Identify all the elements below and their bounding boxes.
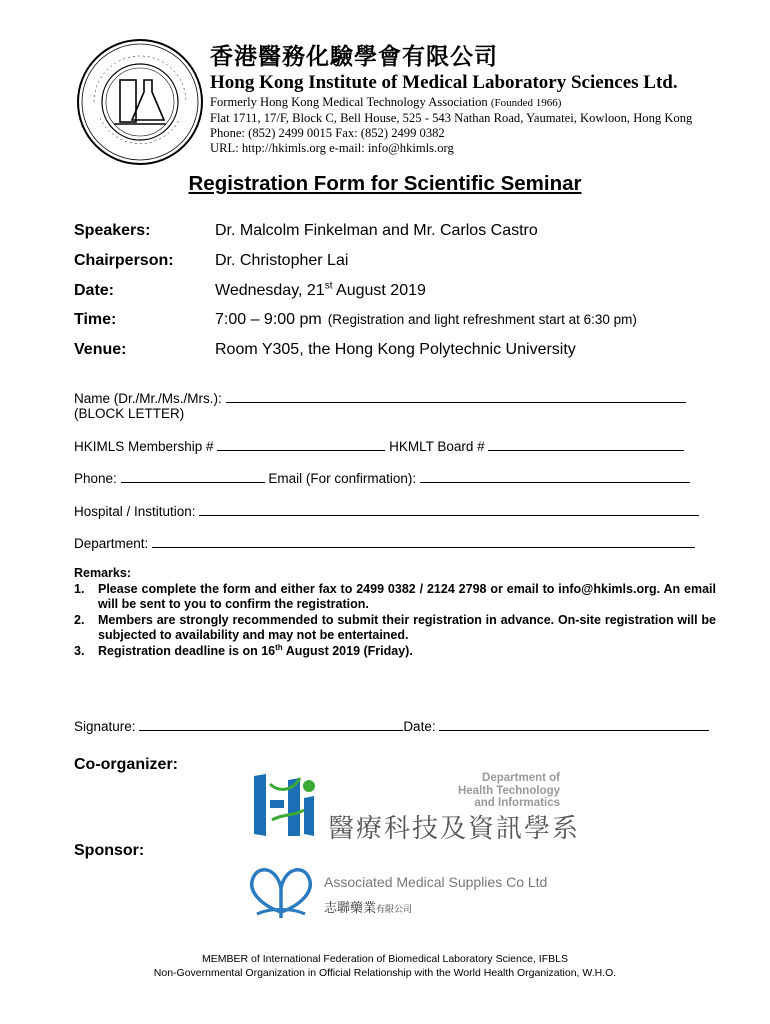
dhti-line1: Department of — [482, 772, 560, 784]
remark-item — [74, 613, 716, 644]
remark-text — [98, 644, 716, 660]
remark-number: 2. — [74, 612, 85, 627]
board-label: HKMLT Board # — [389, 439, 485, 454]
email-label: Email (For confirmation): — [268, 471, 417, 486]
remark-text: Please complete the form and either fax to 2499 0382 / 2124 2798 or email to info@hkimls.org. An email will be sent to you to confirm the registration. — [98, 581, 716, 611]
venue-label: Venue: — [74, 341, 127, 358]
chairperson-value: Dr. Christopher Lai — [215, 252, 349, 269]
institute-header — [210, 44, 730, 156]
remark-number: 1. — [74, 581, 85, 596]
url-email-line: URL: http://hkimls.org e-mail: info@hkimls.org — [210, 141, 454, 155]
hkimls-seal-logo — [74, 36, 206, 168]
membership-input-line[interactable] — [217, 438, 385, 451]
phone-fax-line: Phone: (852) 2499 0015 Fax: (852) 2499 0382 — [210, 126, 445, 140]
sponsor-label: Sponsor: — [74, 842, 145, 859]
sponsor-english-name: Associated Medical Supplies Co Ltd — [324, 874, 548, 890]
sponsor-cn-suffix: 有限公司 — [376, 905, 413, 915]
name-label: Name (Dr./Mr./Ms./Mrs.): — [74, 391, 222, 406]
department-label: Department: — [74, 536, 149, 551]
sign-date-input-line[interactable] — [439, 718, 709, 731]
remark-number: 3. — [74, 643, 85, 658]
time-label: Time: — [74, 311, 117, 328]
board-input-line[interactable] — [488, 438, 684, 451]
remarks-section — [74, 566, 716, 659]
time-note: (Registration and light refreshment start at 6:30 pm) — [327, 312, 637, 327]
chairperson-label: Chairperson: — [74, 252, 174, 269]
dhti-line3: and Informatics — [474, 797, 560, 809]
department-input-line[interactable] — [152, 535, 695, 548]
founded-text: (Founded 1966) — [490, 97, 562, 109]
ams-logo — [243, 862, 319, 920]
dhti-english-name — [400, 772, 560, 810]
phone-input-line[interactable] — [121, 470, 265, 483]
membership-label: HKIMLS Membership # — [74, 439, 214, 454]
dhti-line2: Health Technology — [457, 784, 560, 797]
formerly-text: Formerly Hong Kong Medical Technology Association — [210, 95, 488, 109]
institute-english-name: Hong Kong Institute of Medical Laboratory Sciences Ltd. — [210, 72, 678, 93]
date-suffix: st — [324, 280, 333, 292]
phone-email-row — [74, 470, 714, 486]
institute-chinese-name: 香港醫務化驗學會有限公司 — [210, 44, 498, 70]
time-value — [215, 311, 637, 329]
name-input-line[interactable] — [226, 390, 686, 403]
hospital-row — [74, 503, 714, 519]
deadline-pre: Registration deadline is on 16 — [98, 643, 276, 658]
email-input-line[interactable] — [420, 470, 690, 483]
date-pre: Wednesday, 21 — [215, 282, 325, 299]
signature-label: Signature: — [74, 719, 136, 734]
department-row — [74, 535, 714, 551]
venue-value: Room Y305, the Hong Kong Polytechnic University — [215, 341, 576, 358]
deadline-suffix: th — [275, 642, 283, 652]
dhti-chinese-name: 醫療科技及資訊學系 — [328, 814, 581, 844]
membership-row — [74, 438, 714, 454]
remark-text: Members are strongly recommended to submit their registration in advance. On-site registration will be subjected to availability and may not be entertained. — [98, 612, 716, 642]
remarks-heading: Remarks: — [74, 566, 131, 580]
date-label: Date: — [74, 282, 115, 299]
sponsor-cn-main: 志聯藥業 — [324, 901, 377, 916]
footer — [0, 952, 770, 980]
form-title: Registration Form for Scientific Seminar — [188, 172, 582, 195]
signature-row — [74, 718, 714, 734]
time-range: 7:00 – 9:00 pm — [215, 311, 322, 328]
sponsor-chinese-name — [324, 897, 412, 916]
hospital-label: Hospital / Institution: — [74, 504, 196, 519]
hospital-input-line[interactable] — [199, 503, 699, 516]
date-value — [215, 282, 426, 300]
dhti-logo — [248, 770, 323, 840]
address-line: Flat 1711, 17/F, Block C, Bell House, 525 - 543 Nathan Road, Yaumatei, Kowloon, Hong Kong — [210, 111, 693, 125]
block-letter-note: (BLOCK LETTER) — [74, 406, 185, 421]
speakers-value: Dr. Malcolm Finkelman and Mr. Carlos Castro — [215, 222, 538, 239]
remark-item — [74, 582, 716, 613]
date-post: August 2019 — [332, 282, 426, 299]
speakers-label: Speakers: — [74, 222, 151, 239]
phone-label: Phone: — [74, 471, 117, 486]
deadline-post: August 2019 (Friday). — [282, 643, 413, 658]
coorganizer-label: Co-organizer: — [74, 756, 178, 773]
remark-item — [74, 644, 716, 660]
sign-date-label: Date: — [403, 719, 436, 734]
footer-line1: MEMBER of International Federation of Biomedical Laboratory Science, IFBLS — [202, 953, 568, 965]
formerly-line — [210, 95, 730, 111]
name-field-row — [74, 390, 714, 406]
footer-line2: Non-Governmental Organization in Official Relationship with the World Health Organization, W.H.O. — [153, 967, 617, 979]
signature-input-line[interactable] — [139, 718, 403, 731]
